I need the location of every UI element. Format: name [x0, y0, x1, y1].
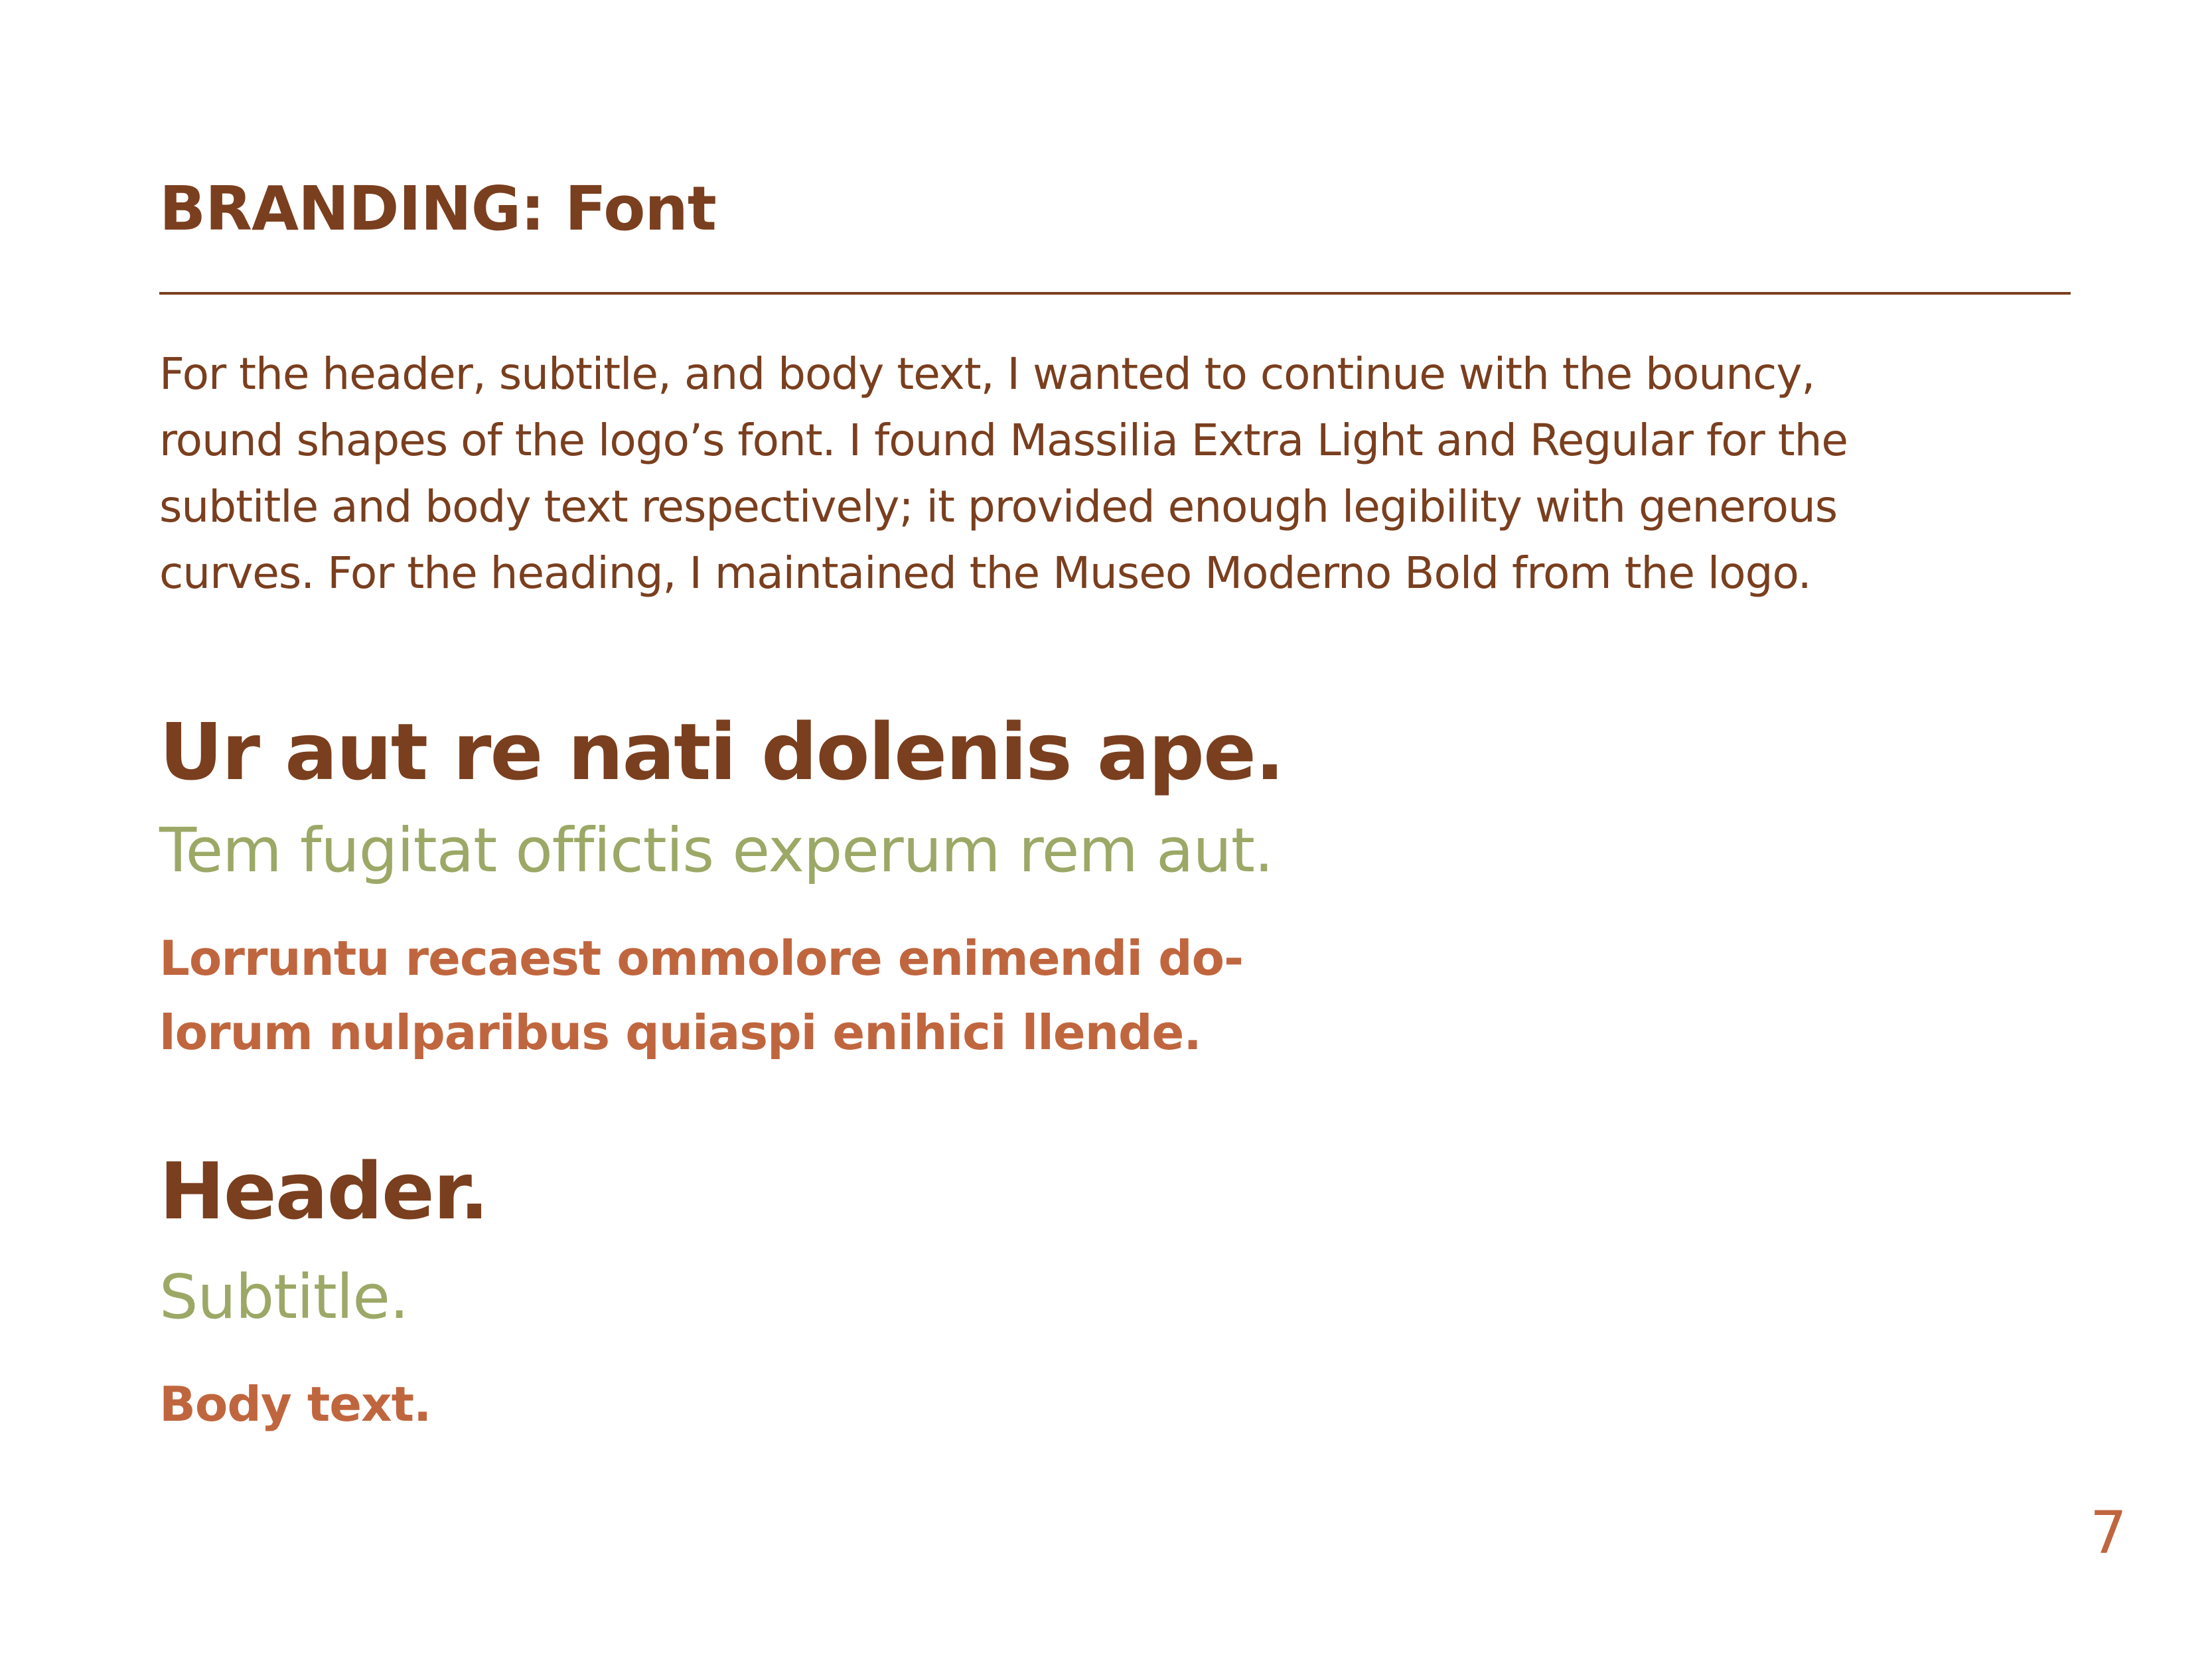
- intro-paragraph: [159, 341, 2097, 607]
- subtitle-style-label: Subtitle.: [159, 1262, 409, 1333]
- sample-heading: Ur aut re nati dolenis ape.: [159, 706, 1284, 798]
- intro-line: subtitle and body text respectively; it provided enough legibility with generous: [159, 481, 1838, 532]
- intro-line: round shapes of the logo’s font. I found Massilia Extra Light and Regular for the: [159, 415, 1848, 466]
- intro-line: curves. For the heading, I maintained the Museo Moderno Bold from the logo.: [159, 547, 1811, 599]
- header-style-label: Header.: [159, 1145, 488, 1237]
- sample-subtitle: Tem fugitat offictis experum rem aut.: [159, 815, 1274, 886]
- sample-body-text: [159, 921, 1243, 1070]
- page-number: 7: [2090, 1498, 2127, 1567]
- body-style-label: Body text.: [159, 1376, 431, 1432]
- page-title: BRANDING: Font: [159, 173, 716, 244]
- sample-body-line: lorum nulparibus quiaspi enihici llende.: [159, 1005, 1201, 1060]
- sample-body-line: Lorruntu recaest ommolore enimendi do-: [159, 930, 1243, 986]
- intro-line: For the header, subtitle, and body text, I wanted to continue with the bouncy,: [159, 348, 1815, 399]
- title-divider: [159, 292, 2071, 295]
